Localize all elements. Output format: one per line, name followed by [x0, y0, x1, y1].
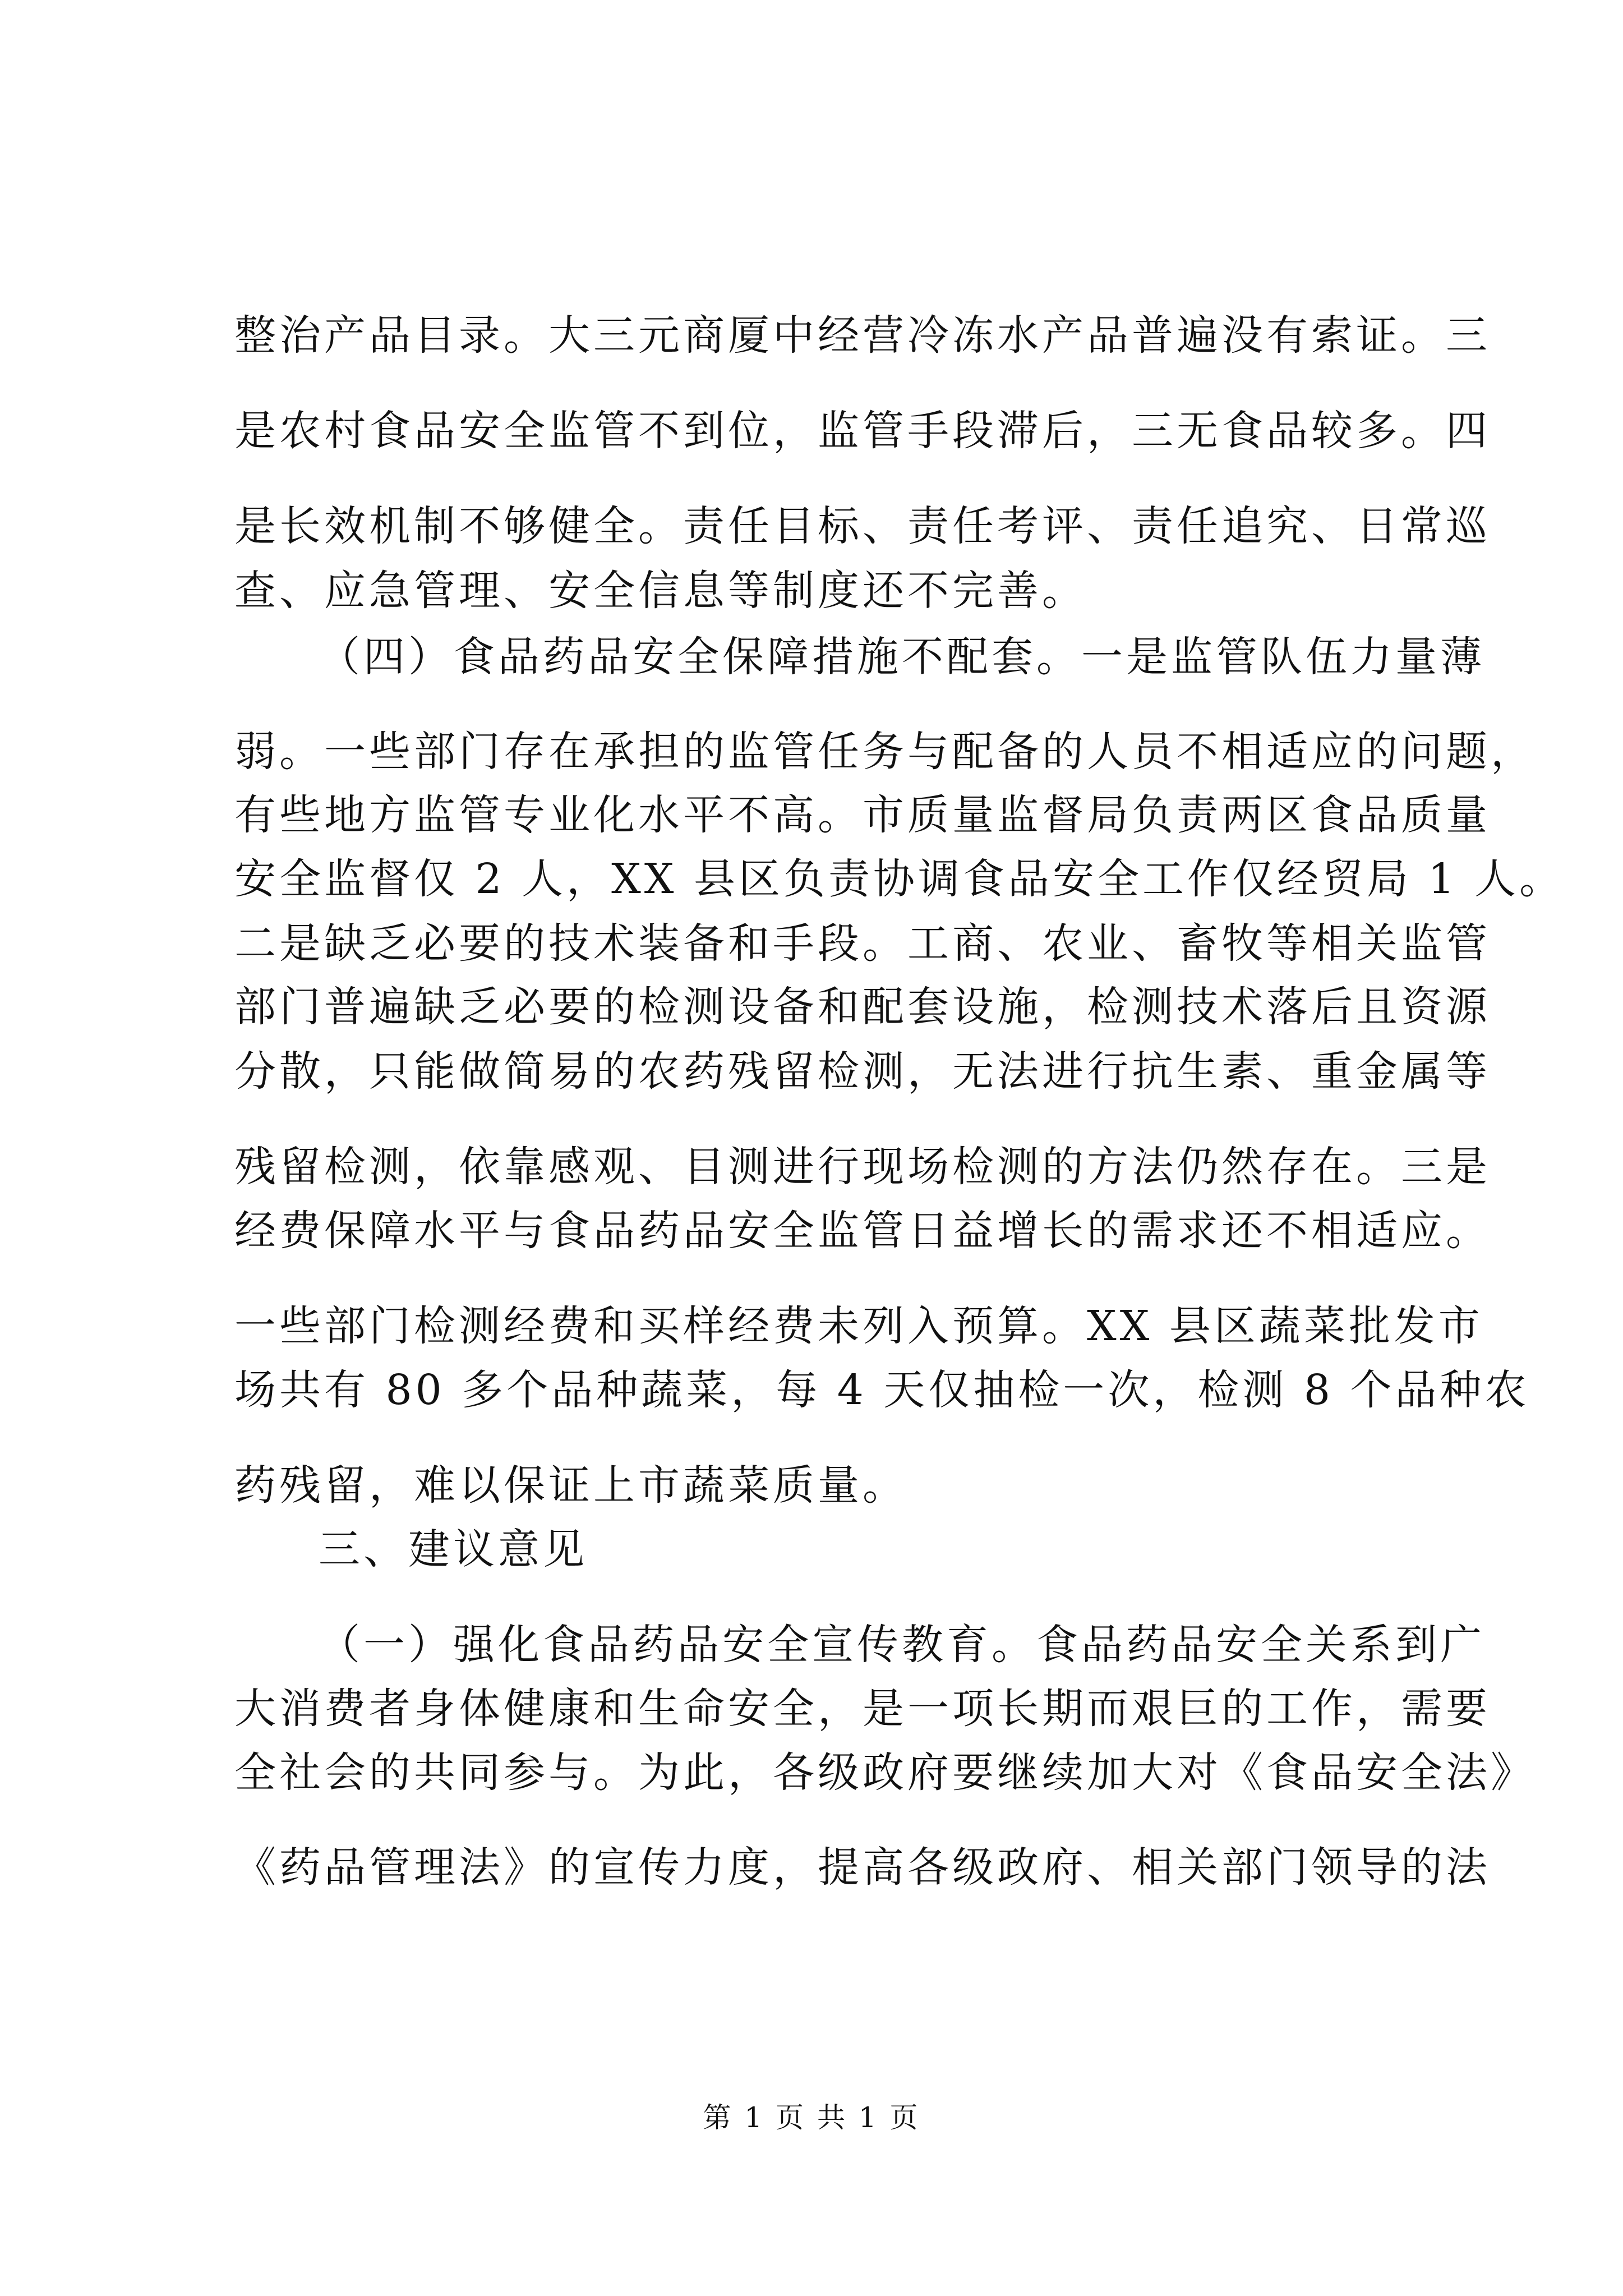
- paragraph-line: 弱。一些部门存在承担的监管任务与配备的人员不相适应的问题，: [234, 728, 1536, 776]
- paragraph-line: 部门普遍缺乏必要的检测设备和配套设施，检测技术落后且资源: [234, 983, 1491, 1031]
- page-footer: 第 1 页 共 1 页: [703, 2101, 920, 2134]
- paragraph-line: 场共有 80 多个品种蔬菜，每 4 天仅抽检一次，检测 8 个品种农: [234, 1366, 1530, 1414]
- paragraph-line: 是农村食品安全监管不到位，监管手段滞后，三无食品较多。四: [234, 407, 1491, 455]
- paragraph-line: 整治产品目录。大三元商厦中经营冷冻水产品普遍没有索证。三: [234, 311, 1491, 360]
- paragraph-line: 分散，只能做简易的农药残留检测，无法进行抗生素、重金属等: [234, 1047, 1491, 1096]
- paragraph-line: （一）强化食品药品安全宣传教育。食品药品安全关系到广: [319, 1621, 1485, 1669]
- section-heading: 三、建议意见: [319, 1525, 588, 1573]
- paragraph-line: 残留检测，依靠感观、目测进行现场检测的方法仍然存在。三是: [234, 1143, 1491, 1191]
- paragraph-line: 大消费者身体健康和生命安全，是一项长期而艰巨的工作，需要: [234, 1685, 1491, 1733]
- paragraph-line: 是长效机制不够健全。责任目标、责任考评、责任追究、日常巡: [234, 502, 1491, 550]
- paragraph-line: 查、应急管理、安全信息等制度还不完善。: [234, 567, 1087, 615]
- paragraph-line: 药残留，难以保证上市蔬菜质量。: [234, 1461, 907, 1510]
- paragraph-line: 一些部门检测经费和买样经费未列入预算。XX 县区蔬菜批发市: [234, 1302, 1483, 1350]
- paragraph-line: 安全监督仅 2 人，XX 县区负责协调食品安全工作仅经贸局 1 人。: [234, 855, 1565, 903]
- paragraph-line: 《药品管理法》的宣传力度，提高各级政府、相关部门领导的法: [234, 1843, 1491, 1892]
- paragraph-line: 全社会的共同参与。为此，各级政府要继续加大对《食品安全法》: [234, 1749, 1536, 1797]
- paragraph-line: 二是缺乏必要的技术装备和手段。工商、农业、畜牧等相关监管: [234, 919, 1491, 968]
- paragraph-line: 经费保障水平与食品药品安全监管日益增长的需求还不相适应。: [234, 1207, 1491, 1255]
- paragraph-line: 有些地方监管专业化水平不高。市质量监督局负责两区食品质量: [234, 791, 1491, 839]
- paragraph-line: （四）食品药品安全保障措施不配套。一是监管队伍力量薄: [319, 633, 1485, 681]
